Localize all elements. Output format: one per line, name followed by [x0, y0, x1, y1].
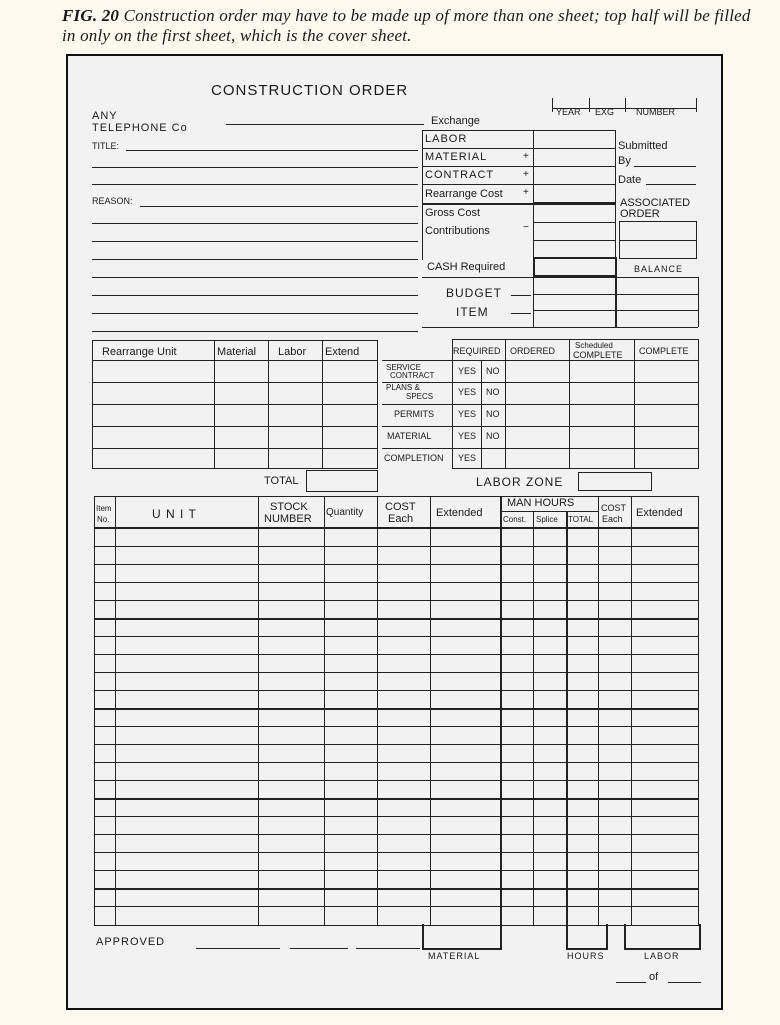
const-header: Const.	[503, 515, 527, 524]
rearrange-unit-header: Rearrange Unit	[102, 346, 177, 358]
budget-line-bottom	[422, 327, 698, 328]
construction-order-form	[66, 54, 723, 1010]
reason-label: REASON:	[92, 196, 133, 206]
labor-label: LABOR	[425, 133, 468, 145]
title-line-3[interactable]	[92, 184, 418, 185]
table-row[interactable]	[94, 762, 699, 763]
splice-header: Splice	[536, 515, 558, 524]
table-row[interactable]	[94, 798, 699, 800]
balance-right	[698, 277, 699, 327]
items-col-8	[566, 512, 568, 926]
items-col-9	[598, 496, 599, 926]
status-row-4	[382, 448, 699, 449]
cost-each-header-2: Each	[602, 514, 623, 524]
quantity-header: Quantity	[326, 507, 364, 518]
items-col-3	[324, 496, 325, 926]
reason-line-5[interactable]	[92, 277, 418, 278]
status-no-1[interactable]: NO	[486, 366, 500, 376]
table-row[interactable]	[94, 888, 699, 890]
table-row[interactable]	[94, 834, 699, 835]
table-row[interactable]	[94, 582, 699, 583]
status-label-specs: SPECS	[406, 392, 434, 401]
number-tick-left	[625, 98, 626, 112]
item-label: ITEM	[456, 305, 489, 319]
status-yes-4[interactable]: YES	[458, 431, 477, 441]
labor-zone-box[interactable]	[578, 472, 652, 491]
budget-line-1	[533, 294, 698, 295]
approved-line-2[interactable]	[290, 948, 348, 949]
status-no-3[interactable]: NO	[486, 409, 500, 419]
cost-subtotal-rule	[422, 203, 615, 205]
item-dash	[511, 313, 531, 314]
cost-block-divider	[533, 130, 534, 327]
table-row[interactable]	[94, 600, 699, 601]
stock-header-1: STOCK	[270, 501, 308, 513]
table-row[interactable]	[94, 816, 699, 817]
cost-each-header-1: COST	[601, 503, 627, 513]
items-col-7	[533, 512, 534, 926]
table-row[interactable]	[94, 636, 699, 637]
budget-dash	[511, 295, 531, 296]
rearrange-row-3	[92, 426, 378, 427]
plus-sign-1: +	[523, 151, 529, 162]
figure-number: FIG. 20	[62, 6, 120, 25]
items-header-rule	[94, 527, 699, 529]
figure-caption-text: Construction order may have to be made up of more than one sheet; top half will be filled in only on the first sheet, which is the cover sheet.	[62, 6, 751, 45]
cash-required-box[interactable]	[533, 257, 617, 277]
items-col-1	[115, 496, 116, 926]
extended-2-header: Extended	[636, 507, 683, 519]
footer-hours-label: HOURS	[567, 951, 605, 961]
balance-label: BALANCE	[634, 264, 684, 274]
table-row[interactable]	[94, 546, 699, 547]
status-label-service: SERVICE	[386, 363, 421, 372]
material-total-box[interactable]	[422, 924, 502, 950]
associated-label: ASSOCIATED	[620, 197, 691, 209]
status-col-yesno	[481, 360, 482, 469]
items-table	[94, 496, 699, 926]
rearrange-extend-header: Extend	[325, 346, 360, 358]
contract-label: CONTRACT	[425, 169, 495, 181]
cost-line-5	[533, 222, 615, 223]
cost-header-2: Each	[388, 513, 414, 525]
status-yes-5[interactable]: YES	[458, 453, 477, 463]
title-line-1[interactable]	[126, 150, 418, 151]
status-required-header: REQUIRED	[453, 346, 501, 356]
exg-label: EXG	[595, 107, 615, 117]
reason-line-8[interactable]	[92, 331, 418, 332]
by-line[interactable]	[634, 166, 696, 167]
rearrange-row-2	[92, 404, 378, 405]
rearrange-material-header: Material	[217, 346, 257, 358]
status-no-4[interactable]: NO	[486, 431, 500, 441]
table-row[interactable]	[94, 654, 699, 655]
table-row[interactable]	[94, 708, 699, 710]
status-label-material: MATERIAL	[387, 431, 432, 441]
status-ordered-header: ORDERED	[510, 346, 556, 356]
company-line-1: ANY	[92, 110, 118, 122]
figure-caption	[62, 6, 762, 46]
total-box[interactable]	[306, 470, 378, 492]
rearrange-row-4	[92, 448, 378, 449]
table-row[interactable]	[94, 906, 699, 907]
title-label: TITLE:	[92, 141, 120, 151]
associated-order-divider	[619, 240, 697, 241]
title-line-2[interactable]	[92, 167, 418, 168]
items-col-5	[430, 496, 431, 926]
exchange-label: Exchange	[431, 115, 480, 127]
table-row[interactable]	[94, 564, 699, 565]
status-no-2[interactable]: NO	[486, 387, 500, 397]
status-row-2	[382, 404, 699, 405]
reason-line-2[interactable]	[92, 223, 418, 224]
date-line[interactable]	[646, 184, 696, 185]
status-yes-2[interactable]: YES	[458, 387, 477, 397]
budget-line-2	[533, 310, 698, 311]
minus-sign: −	[523, 222, 529, 233]
company-line-2: TELEPHONE Co	[92, 122, 188, 134]
of-label: of	[649, 971, 659, 983]
labor-total-box[interactable]	[624, 924, 701, 950]
status-label-plans: PLANS &	[386, 383, 420, 392]
labor-zone-label: LABOR ZONE	[476, 475, 564, 489]
form-title: CONSTRUCTION ORDER	[211, 82, 409, 99]
man-hours-rule	[500, 511, 598, 512]
cost-block-left	[422, 130, 423, 260]
submitted-label: Submitted	[618, 140, 668, 152]
status-yes-1[interactable]: YES	[458, 366, 477, 376]
table-row[interactable]	[94, 618, 699, 620]
cost-line-2	[422, 166, 615, 167]
table-row[interactable]	[94, 744, 699, 745]
cost-header-1: COST	[385, 501, 416, 513]
footer-material-label: MATERIAL	[428, 951, 481, 961]
items-col-6	[500, 496, 502, 926]
item-no-header-1: Item	[96, 504, 112, 513]
item-no-header-2: No.	[97, 515, 110, 524]
budget-label: BUDGET	[446, 286, 503, 300]
table-row[interactable]	[94, 726, 699, 727]
plus-sign-3: +	[523, 187, 529, 198]
table-row[interactable]	[94, 690, 699, 691]
exchange-line[interactable]	[226, 124, 424, 125]
reason-line-3[interactable]	[92, 241, 418, 242]
rearrange-labor-header: Labor	[278, 346, 307, 358]
order-label: ORDER	[620, 208, 660, 220]
status-header-rule	[382, 360, 699, 361]
hours-total-box[interactable]	[566, 924, 608, 950]
items-col-2	[258, 496, 259, 926]
exg-tick	[589, 98, 590, 112]
sheet-total-line[interactable]	[668, 982, 701, 983]
extended-header: Extended	[436, 507, 483, 519]
status-row-3	[382, 426, 699, 427]
approved-line-1[interactable]	[196, 948, 280, 949]
table-row[interactable]	[94, 780, 699, 781]
status-label-completion: COMPLETION	[384, 453, 444, 463]
plus-sign-2: +	[523, 169, 529, 180]
reason-line-4[interactable]	[92, 259, 418, 260]
reason-line-7[interactable]	[92, 313, 418, 314]
approved-line-3[interactable]	[356, 948, 420, 949]
rearrange-row-1	[92, 382, 378, 383]
date-label: Date	[618, 174, 642, 186]
cost-line-top	[422, 130, 615, 131]
status-yes-3[interactable]: YES	[458, 409, 477, 419]
sheet-number-line[interactable]	[616, 982, 646, 983]
unit-header: U N I T	[152, 507, 197, 521]
number-label: NUMBER	[636, 107, 676, 117]
approved-label: APPROVED	[96, 936, 166, 948]
man-hours-header: MAN HOURS	[507, 497, 575, 509]
status-scheduled-header: Scheduled	[575, 341, 613, 350]
cash-required-label: CASH Required	[427, 261, 506, 273]
rearrange-cost-label: Rearrange Cost	[425, 188, 503, 200]
table-row[interactable]	[94, 672, 699, 673]
items-col-10	[631, 496, 632, 926]
status-complete-header: COMPLETE	[639, 346, 689, 356]
reason-line-6[interactable]	[92, 295, 418, 296]
table-row[interactable]	[94, 852, 699, 853]
cash-line-bottom	[422, 277, 698, 278]
year-label: YEAR	[556, 107, 581, 117]
rearrange-header-rule	[92, 360, 378, 361]
status-label-contract: CONTRACT	[390, 371, 435, 380]
table-row[interactable]	[94, 870, 699, 871]
material-label: MATERIAL	[425, 151, 488, 163]
gross-cost-label: Gross Cost	[425, 207, 481, 219]
items-col-4	[377, 496, 378, 926]
balance-divider	[616, 277, 617, 327]
footer-labor-label: LABOR	[644, 951, 680, 961]
reason-line-1[interactable]	[140, 206, 418, 207]
by-label: By	[618, 155, 631, 167]
number-tick-right	[696, 98, 697, 112]
total-hours-header: TOTAL	[568, 515, 594, 524]
contributions-label: Contributions	[425, 225, 490, 237]
cost-line-6	[533, 240, 615, 241]
total-label: TOTAL	[264, 475, 299, 487]
cost-line-1	[422, 148, 615, 149]
stock-header-2: NUMBER	[264, 513, 312, 525]
status-scheduled-complete-header: COMPLETE	[573, 350, 623, 360]
status-label-permits: PERMITS	[394, 409, 435, 419]
cost-line-3	[422, 184, 615, 185]
year-tick	[552, 98, 553, 112]
status-row-1	[382, 382, 699, 383]
